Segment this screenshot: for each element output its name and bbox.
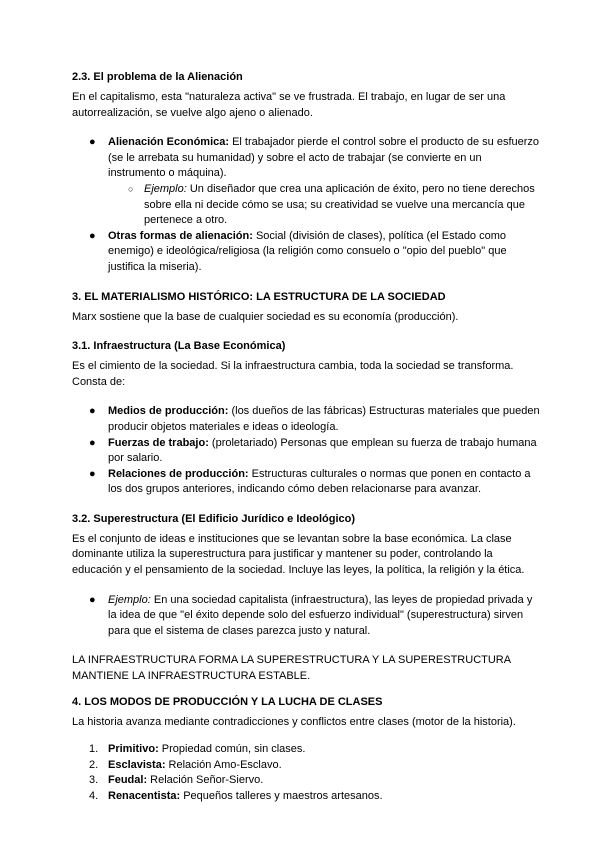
item-label: Fuerzas de trabajo:	[108, 436, 209, 449]
section-heading: 3. EL MATERIALISMO HISTÓRICO: LA ESTRUCTURA DE LA SOCIEDAD	[72, 290, 446, 303]
example-text: En una sociedad capitalista (infraestructura), las leyes de propiedad privada y la idea de que "el éxito depende solo del esfuerzo individual" (superestructura) sirven para que el sistema de clases parezca justo y natural.	[108, 593, 533, 637]
item-number: 4.	[89, 790, 99, 802]
section-heading: 2.3. El problema de la Alienación	[72, 71, 243, 83]
list-item	[72, 229, 540, 276]
numbered-list	[72, 742, 540, 804]
item-text: Propiedad común, sin clases.	[158, 743, 306, 756]
item-number: 2.	[89, 758, 99, 771]
section-3-2	[72, 512, 540, 685]
paragraph: En el capitalismo, esta "naturaleza activa" se ve frustrada. El trabajo, en lugar de ser una autorrealización, se vuelve algo ajeno o alienado.	[72, 91, 506, 119]
example-label: Ejemplo:	[108, 593, 151, 606]
list-item	[72, 789, 540, 805]
section-heading: 3.1. Infraestructura (La Base Económica)	[72, 340, 286, 353]
section-3-1	[72, 339, 540, 498]
list-item	[72, 404, 540, 435]
item-number: 1.	[89, 743, 99, 756]
list-item	[72, 135, 540, 229]
list-item	[72, 773, 540, 789]
bullet-icon: ●	[89, 405, 96, 418]
item-text: Pequeños talleres y maestros artesanos.	[180, 790, 383, 802]
paragraph: Marx sostiene que la base de cualquier sociedad es su economía (producción).	[72, 310, 459, 323]
list-item	[72, 742, 540, 758]
section-heading: 3.2. Superestructura (El Edificio Jurídico e Ideológico)	[72, 512, 356, 525]
item-label: Primitivo:	[108, 743, 159, 756]
item-text: (proletariado) Personas que emplean su fuerza de trabajo humana por salario.	[108, 436, 537, 465]
list-item	[72, 758, 540, 774]
item-label: Medios de producción:	[108, 405, 229, 418]
paragraph: La historia avanza mediante contradicciones y conflictos entre clases (motor de la historia).	[72, 715, 516, 728]
item-label: Otras formas de alienación:	[108, 229, 253, 242]
section-heading: 4. LOS MODOS DE PRODUCCIÓN Y LA LUCHA DE CLASES	[72, 695, 383, 708]
bullet-list	[72, 135, 540, 275]
item-text: Relación Amo-Esclavo.	[165, 758, 282, 771]
item-label: Alienación Económica:	[108, 136, 230, 149]
section-3	[72, 290, 540, 326]
item-text: Estructuras culturales o normas que ponen en contacto a los dos grupos anteriores, indicando cómo deben relacionarse para avanzar.	[108, 467, 531, 496]
example-text: Un diseñador que crea una aplicación de éxito, pero no tiene derechos sobre ella ni decide cómo se usa; su creatividad se vuelve una mercancía que pertenece a otro.	[144, 182, 535, 227]
item-label: Esclavista:	[108, 758, 166, 771]
bullet-icon: ●	[89, 593, 96, 606]
sub-list-item	[72, 182, 540, 229]
paragraph: Es el cimiento de la sociedad. Si la infraestructura cambia, toda la sociedad se transforma. Consta de:	[72, 360, 514, 388]
item-text: El trabajador pierde el control sobre el producto de su esfuerzo (se le arrebata su humanidad) y sobre el acto de trabajar (se convierte en un instrumento o máquina).	[108, 136, 540, 180]
section-4	[72, 695, 540, 805]
item-text: Social (división de clases), política (el Estado como enemigo) e ideológica/religiosa (la religión como consuelo o "opio del pueblo" que justifica la miseria).	[108, 229, 507, 273]
item-label: Renacentista:	[108, 790, 181, 802]
item-number: 3.	[89, 774, 99, 787]
item-label: Feudal:	[108, 774, 148, 787]
bullet-icon: ●	[89, 229, 96, 242]
bullet-icon: ●	[89, 136, 96, 149]
paragraph: Es el conjunto de ideas e instituciones que se levantan sobre la base económica. La clase dominante utiliza la superestructura para justificar y mantener su poder, controlando la educación y el pensamiento de la sociedad. Incluye las leyes, la política, la religión y la ética.	[72, 532, 525, 577]
bullet-list	[72, 404, 540, 498]
bullet-icon: ●	[89, 436, 96, 449]
bullet-list	[72, 593, 540, 640]
circle-bullet-icon: ○	[128, 183, 134, 194]
section-2-3	[72, 70, 540, 276]
item-text: (los dueños de las fábricas) Estructuras materiales que pueden producir objetos materiales e ideas o ideología.	[108, 405, 540, 433]
list-item	[72, 436, 540, 467]
list-item	[72, 467, 540, 498]
bullet-icon: ●	[89, 467, 96, 480]
item-label: Relaciones de producción:	[108, 467, 249, 480]
caps-note: LA INFRAESTRUCTURA FORMA LA SUPERESTRUCTURA Y LA SUPERESTRUCTURA MANTIENE LA INFRAESTRUCTURA ESTABLE.	[72, 654, 511, 683]
list-item	[72, 593, 540, 640]
example-label: Ejemplo:	[144, 182, 187, 195]
item-text: Relación Señor-Siervo.	[147, 774, 264, 787]
